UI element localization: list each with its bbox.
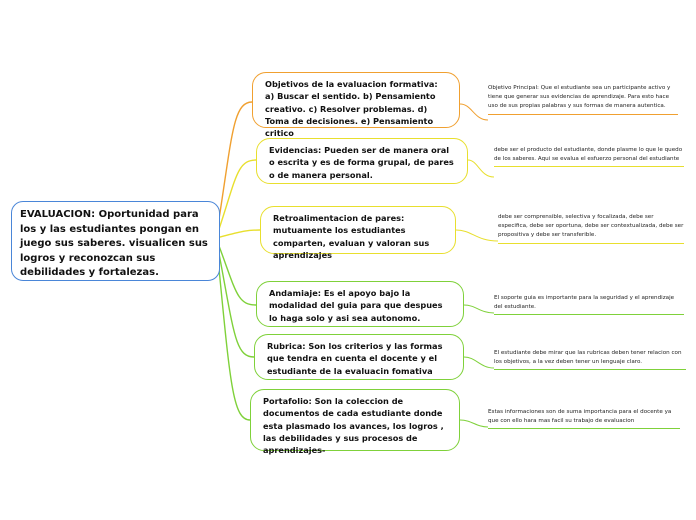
note-underline <box>488 428 680 429</box>
note-portafolio-text: Estas informaciones son de suma importancia para el docente ya que con ello hara mas facil su trabajo de evaluacion <box>488 409 672 425</box>
central-topic-label: EVALUACION: Oportunidad para los y las estudiantes pongan en juego sus saberes. visualicen sus logros y reconozcan sus debilidades y fortalezas. <box>20 209 208 278</box>
note-retroalimentacion[interactable] <box>498 213 684 244</box>
note-underline <box>498 243 684 244</box>
note-objetivos-text: Objetivo Principal: Que el estudiante sea un participante activo y tiene que generar sus evidencias de aprendizaje. Para esto hace uso de sus propias palabras y sus formas de manera autentica. <box>488 85 671 110</box>
connector-note-rubrica <box>464 357 494 368</box>
branch-portafolio-label: Portafolio: Son la coleccion de documentos de cada estudiante donde esta plasmado los avances, los logros , las debilidades y sus procesos de aprendizajes- <box>263 396 444 456</box>
connector-note-evidencias <box>468 160 494 177</box>
connector-branch-objetivos <box>216 102 252 238</box>
connector-branch-retro <box>216 230 260 238</box>
note-rubrica-text: El estudiante debe mirar que las rubricas deben tener relacion con los objetivos, a la vez deben tener un lenguaje claro. <box>494 350 682 366</box>
note-objetivos[interactable] <box>488 84 678 115</box>
note-underline <box>488 114 678 115</box>
connector-note-andamiaje <box>464 305 494 313</box>
branch-portafolio[interactable] <box>250 389 460 456</box>
central-topic[interactable] <box>11 201 220 281</box>
branch-rubrica[interactable] <box>254 334 464 380</box>
branch-evidencias-label: Evidencias: Pueden ser de manera oral o escrita y es de forma grupal, de pares o de manera personal. <box>269 145 454 180</box>
branch-andamiaje-label: Andamiaje: Es el apoyo bajo la modalidad del guia para que despues lo haga solo y asi sea autonomo. <box>269 288 443 323</box>
note-portafolio[interactable] <box>488 408 680 429</box>
branch-retroalimentacion[interactable] <box>260 206 456 260</box>
note-rubrica[interactable] <box>494 349 686 370</box>
connector-note-retro <box>456 230 498 241</box>
branch-objetivos[interactable] <box>252 72 460 139</box>
branch-rubrica-label: Rubrica: Son los criterios y las formas que tendra en cuenta el docente y el estudiante de la evaluacin fomativa <box>267 341 443 376</box>
connector-note-portafolio <box>460 420 488 427</box>
note-andamiaje-text: El soporte guia es importante para la seguridad y el aprendizaje del estudiante. <box>494 295 675 311</box>
connector-note-objetivos <box>460 104 488 120</box>
note-underline <box>494 369 686 370</box>
note-underline <box>494 166 684 167</box>
note-evidencias[interactable] <box>494 146 684 167</box>
branch-evidencias[interactable] <box>256 138 468 184</box>
note-evidencias-text: debe ser el producto del estudiante, donde plasme lo que le quedo de los saberes. Aqui se evalua el esfuerzo personal del estudiante <box>494 147 683 163</box>
branch-retroalimentacion-label: Retroalimentacion de pares: mutuamente los estudiantes comparten, evaluan y valoran sus aprendizajes <box>273 213 430 260</box>
note-underline <box>494 314 684 315</box>
note-retroalimentacion-text: debe ser comprensible, selectiva y focalizada, debe ser especifica, debe ser oportuna, debe ser contextualizada, debe ser propositiva y debe ser transferible. <box>498 214 684 239</box>
note-andamiaje[interactable] <box>494 294 684 315</box>
branch-andamiaje[interactable] <box>256 281 464 327</box>
branch-objetivos-label: Objetivos de la evaluacion formativa: a) Buscar el sentido. b) Pensamiento creativo. c) Resolver problemas. d) Toma de decisiones. e) Pensamiento critico <box>265 79 438 139</box>
